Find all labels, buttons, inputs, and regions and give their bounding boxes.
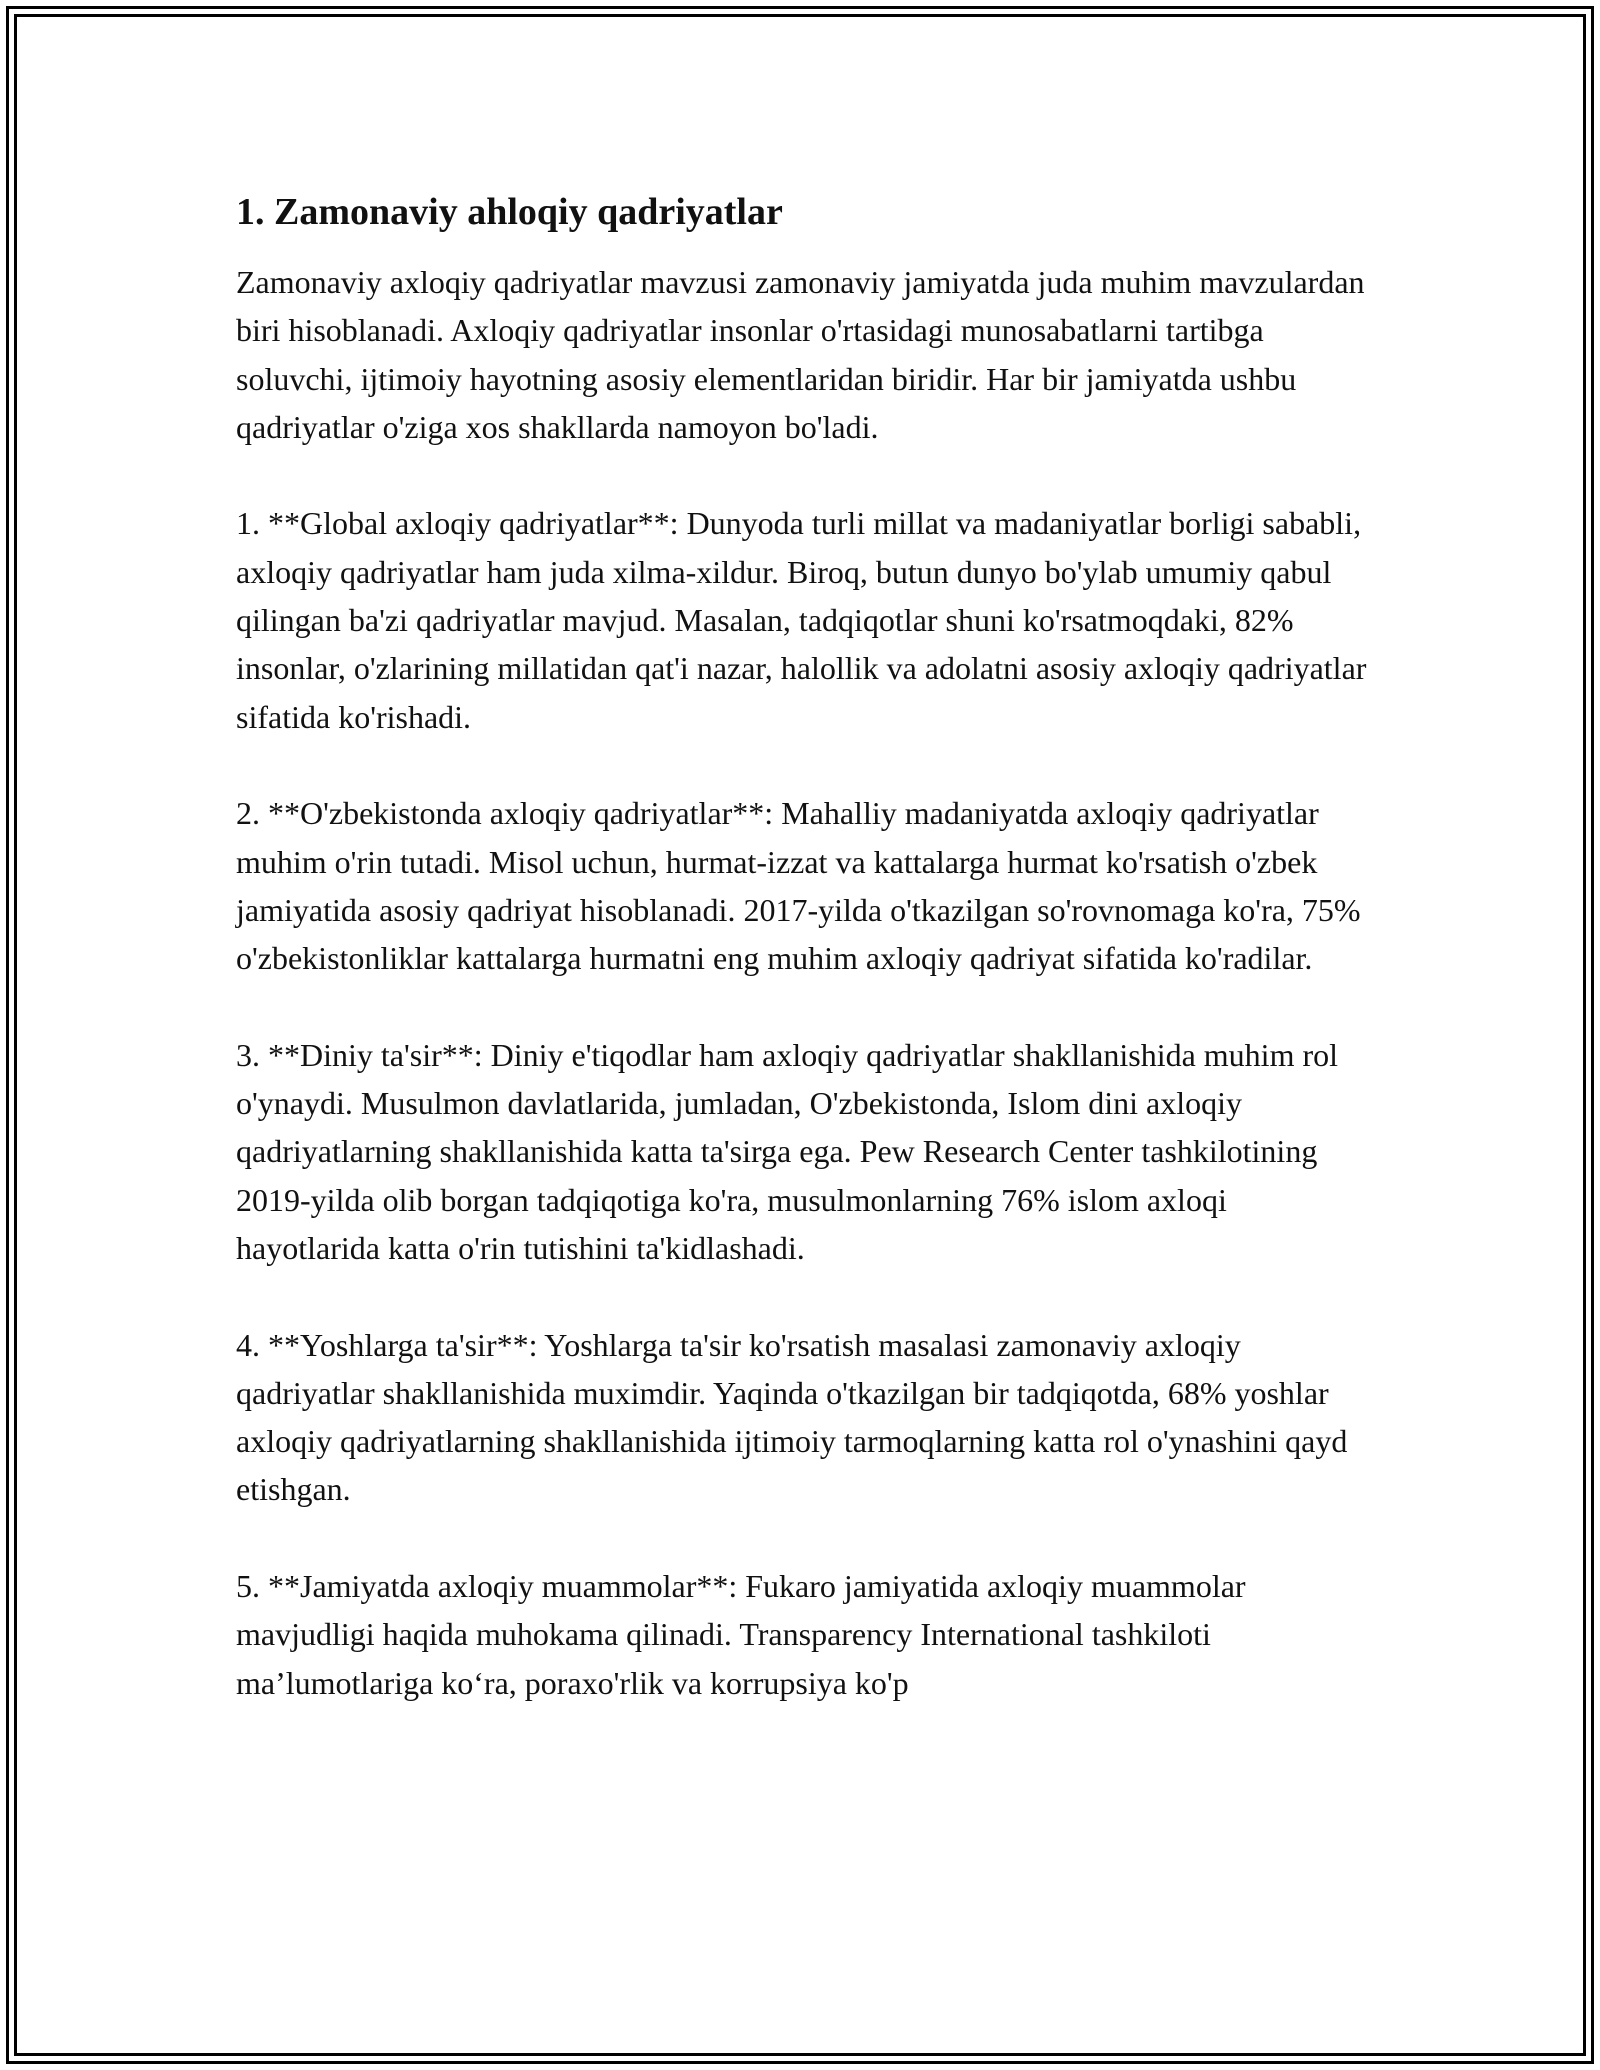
paragraph-uzbekistan-values: 2. **O'zbekistonda axloqiy qadriyatlar**: Mahalliy madaniyatda axloqiy qadriyatlar muhim o'rin tutadi. Misol uchun, hurmat-izzat va kattalarga hurmat ko'rsatish o'zbek jamiyatida asosiy qadriyat hisoblanadi. 2017-yilda o'tkazilgan so'rovnomaga ko'ra, 75% o'zbekistonliklar kattalarga hurmatni eng muhim axloqiy qadriyat sifatida ko'radilar. (236, 795, 1361, 977)
paragraph-youth-influence: 4. **Yoshlarga ta'sir**: Yoshlarga ta'sir ko'rsatish masalasi zamonaviy axloqiy qadriyatlar shakllanishida muximdir. Yaqinda o'tkazilgan bir tadqiqotda, 68% yoshlar axloqiy qadriyatlarning shakllanishida ijtimoiy tarmoqlarning katta rol o'ynashini qayd etishgan. (236, 1326, 1348, 1508)
intro-paragraph: Zamonaviy axloqiy qadriyatlar mavzusi zamonaviy jamiyatda juda muhim mavzulardan biri hisoblanadi. Axloqiy qadriyatlar insonlar o'rtasidagi munosabatlarni tartibga soluvchi, ijtimoiy hayotning asosiy elementlaridan biridir. Har bir jamiyatda ushbu qadriyatlar o'ziga xos shakllarda namoyon bo'ladi. (236, 264, 1365, 445)
section-heading: 1. Zamonaviy ahloqiy qadriyatlar (236, 191, 783, 233)
document-body (236, 188, 1376, 1707)
paragraph-global-values: 1. **Global axloqiy qadriyatlar**: Dunyoda turli millat va madaniyatlar borligi sababli, axloqiy qadriyatlar ham juda xilma-xildur. Biroq, butun dunyo bo'ylab umumiy qabul qilingan ba'zi qadriyatlar mavjud. Masalan, tadqiqotlar shuni ko'rsatmoqdaki, 82% insonlar, o'zlarining millatidan qat'i nazar, halollik va adolatni asosiy axloqiy qadriyatlar sifatida ko'rishadi. (236, 505, 1367, 735)
paragraph-moral-problems: 5. **Jamiyatda axloqiy muammolar**: Fukaro jamiyatida axloqiy muammolar mavjudligi haqida muhokama qilinadi. Transparency International tashkiloti ma’lumotlariga ko‘ra, poraxo'rlik va korrupsiya ko'p (236, 1568, 1246, 1701)
paragraph-religious-influence: 3. **Diniy ta'sir**: Diniy e'tiqodlar ham axloqiy qadriyatlar shakllanishida muhim rol o'ynaydi. Musulmon davlatlarida, jumladan, O'zbekistonda, Islom dini axloqiy qadriyatlarning shakllanishida katta ta'sirga ega. Pew Research Center tashkilotining 2019-yilda olib borgan tadqiqotiga ko'ra, musulmonlarning 76% islom axloqi hayotlarida katta o'rin tutishini ta'kidlashadi. (236, 1036, 1338, 1266)
